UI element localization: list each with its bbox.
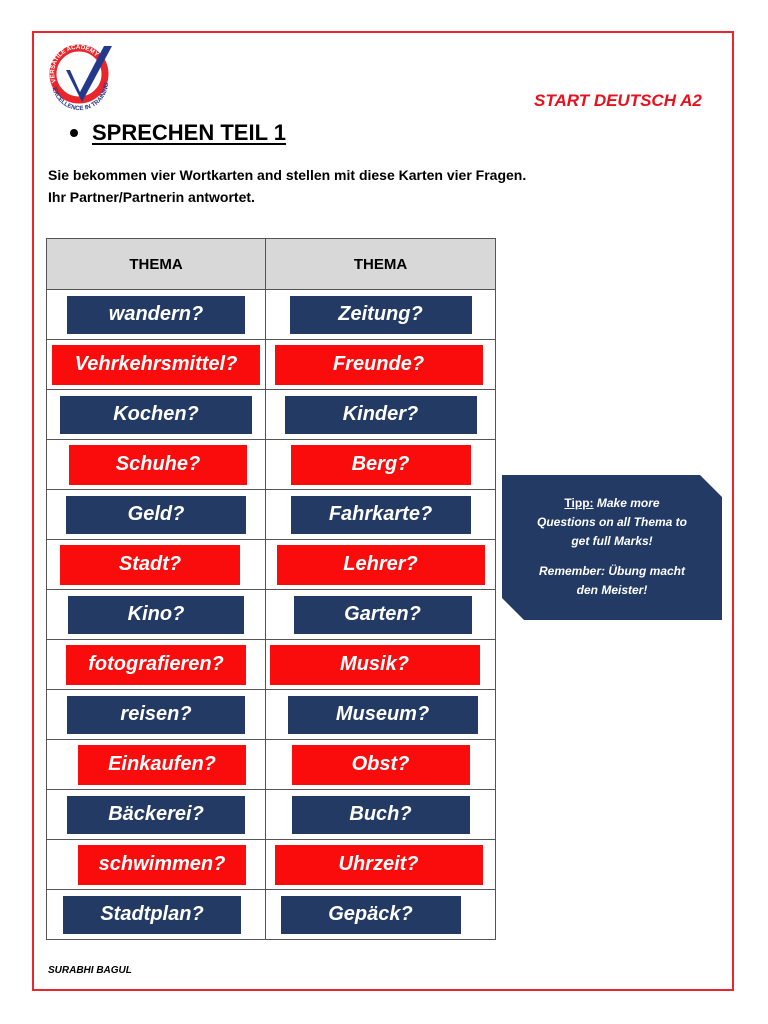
instruction-line-2: Ihr Partner/Partnerin antwortet. — [48, 189, 255, 205]
word-card: Einkaufen? — [78, 745, 246, 785]
tip-line-3: get full Marks! — [571, 534, 653, 548]
section-title: SPRECHEN TEIL 1 — [92, 120, 286, 145]
table-cell — [266, 640, 496, 690]
word-card: wandern? — [67, 296, 245, 334]
table-row — [47, 340, 496, 390]
word-card: Zeitung? — [290, 296, 472, 334]
table-row — [47, 640, 496, 690]
tip-remember-1: Remember: Übung macht — [538, 564, 686, 578]
word-card: Lehrer? — [277, 545, 485, 585]
table-row — [47, 590, 496, 640]
tip-line-1 — [502, 494, 722, 513]
word-card: Freunde? — [275, 345, 483, 385]
word-card: Kochen? — [60, 396, 252, 434]
table-cell — [47, 640, 266, 690]
table-cell — [266, 590, 496, 640]
tip-content — [502, 494, 722, 600]
table-row — [47, 440, 496, 490]
word-card-table — [46, 238, 496, 940]
table-cell — [47, 690, 266, 740]
tip-box — [502, 475, 722, 620]
table-cell — [266, 790, 496, 840]
word-card: Musik? — [270, 645, 480, 685]
table-row — [47, 840, 496, 890]
table-cell — [266, 740, 496, 790]
table-cell — [266, 440, 496, 490]
instructions — [48, 164, 526, 208]
table-cell — [266, 390, 496, 440]
word-card: Stadt? — [60, 545, 240, 585]
tip-remember-2: den Meister! — [576, 583, 648, 597]
table-row — [47, 890, 496, 940]
table-cell — [47, 390, 266, 440]
table-cell — [266, 340, 496, 390]
logo-bottom-text: EXCELLENCE IN TRAINING — [50, 82, 111, 112]
table-row — [47, 290, 496, 340]
word-card: Garten? — [294, 596, 472, 634]
table-cell — [47, 290, 266, 340]
tip-line-1-text: Make more — [593, 496, 660, 510]
table-row — [47, 490, 496, 540]
table-cell — [47, 740, 266, 790]
logo-top-text: VERSATILE ACADEMY — [49, 43, 100, 84]
word-card: Uhrzeit? — [275, 845, 483, 885]
table-cell — [47, 840, 266, 890]
word-card: Kino? — [68, 596, 244, 634]
word-card: Geld? — [66, 496, 246, 534]
table-cell — [266, 290, 496, 340]
word-card: Buch? — [292, 796, 470, 834]
table-cell — [47, 340, 266, 390]
table-row — [47, 690, 496, 740]
author-name: SURABHI BAGUL — [48, 965, 132, 976]
table-row — [47, 790, 496, 840]
table-cell — [47, 540, 266, 590]
word-card: Berg? — [291, 445, 471, 485]
table-cell — [266, 840, 496, 890]
table-cell — [266, 540, 496, 590]
word-card: Vehrkehrsmittel? — [52, 345, 260, 385]
word-card: Obst? — [292, 745, 470, 785]
word-card: reisen? — [67, 696, 245, 734]
table-cell — [266, 890, 496, 940]
bullet-icon — [70, 129, 78, 137]
table-cell — [266, 490, 496, 540]
course-title: START DEUTSCH A2 — [534, 91, 702, 110]
word-card: schwimmen? — [78, 845, 246, 885]
table-header-row — [47, 239, 496, 290]
table-cell — [47, 440, 266, 490]
word-card: Bäckerei? — [67, 796, 245, 834]
word-card: Gepäck? — [281, 896, 461, 934]
word-card: Museum? — [288, 696, 478, 734]
tip-line-2: Questions on all Thema to — [536, 515, 688, 529]
table-cell — [266, 690, 496, 740]
word-card: Kinder? — [285, 396, 477, 434]
versatile-academy-logo — [44, 40, 124, 112]
word-card: Schuhe? — [69, 445, 247, 485]
instruction-line-1: Sie bekommen vier Wortkarten and stellen mit diese Karten vier Fragen. — [48, 167, 527, 183]
column-header-thema-1: THEMA — [47, 239, 266, 290]
table-row — [47, 390, 496, 440]
word-card: Stadtplan? — [63, 896, 241, 934]
table-row — [47, 740, 496, 790]
table-cell — [47, 790, 266, 840]
word-card: fotografieren? — [66, 645, 246, 685]
word-card: Fahrkarte? — [291, 496, 471, 534]
section-heading — [70, 120, 286, 146]
table-cell — [47, 590, 266, 640]
tip-label: Tipp: — [564, 496, 594, 510]
column-header-thema-2: THEMA — [266, 239, 496, 290]
table-row — [47, 540, 496, 590]
table-cell — [47, 890, 266, 940]
table-cell — [47, 490, 266, 540]
